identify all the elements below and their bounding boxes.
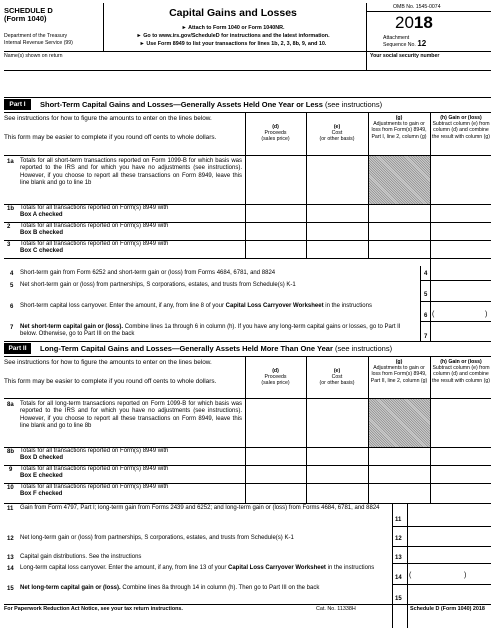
line-8a-number: 8a <box>7 402 14 408</box>
footer-cat-number: Cat. No. 11338H <box>316 606 356 612</box>
line-5-number: 5 <box>10 283 14 289</box>
line-9-col-g[interactable] <box>369 466 430 482</box>
name-label: Name(s) shown on return <box>4 53 63 59</box>
line-1b-col-g[interactable] <box>369 205 430 221</box>
line-8b-text: Totals for all transactions reported on Form(s) 8949 with Box D checked <box>20 448 169 462</box>
line-6-close-paren: ) <box>485 311 488 318</box>
line-8a-col-d[interactable] <box>246 399 306 447</box>
part1-intro-2: This form may be easier to complete if you round off cents to whole dollars. <box>4 134 217 141</box>
line-8a-col-g-shaded <box>369 399 430 447</box>
form-title: Capital Gains and Losses <box>169 7 297 19</box>
line-5-box-label: 5 <box>424 292 428 298</box>
line-13-box-label: 13 <box>395 555 402 561</box>
line-7-col-h[interactable] <box>431 322 491 340</box>
name-field[interactable] <box>6 59 364 69</box>
line-8a-text: Totals for all long-term transactions reported on Form 1099-B for which basis was reported to the IRS and for which you have no adjustments (see instructions). However, if you choose to report all these transactions on Form 8949, leave this line blank and go to line 8b <box>20 401 242 430</box>
line-1b-number: 1b <box>7 206 15 212</box>
instruction-1: ► Attach to Form 1040 or Form 1040NR. <box>181 25 285 31</box>
line-15-col-h[interactable] <box>408 585 491 603</box>
line-6-number: 6 <box>10 304 14 310</box>
line-2-text: Totals for all transactions reported on Form(s) 8949 with Box B checked <box>20 223 169 237</box>
line-8b-col-g[interactable] <box>369 448 430 464</box>
sequence-label: Sequence No. 12 <box>383 39 427 48</box>
line-14-col-h[interactable] <box>414 564 462 583</box>
line-14-open-paren: ( <box>409 572 412 579</box>
line-11-number: 11 <box>7 506 14 512</box>
line-8a-col-h[interactable] <box>431 399 491 447</box>
line-1a-number: 1a <box>7 159 14 165</box>
line-5-text: Net short-term gain or (loss) from partnerships, S corporations, estates, and trusts from Schedule(s) K-1 <box>20 282 296 288</box>
line-1a-col-h[interactable] <box>431 156 491 204</box>
col-e-header-p1: (e) Cost (or other basis) <box>319 124 355 143</box>
line-15-number: 15 <box>7 586 14 592</box>
line-3-number: 3 <box>7 242 11 248</box>
line-13-col-h[interactable] <box>408 547 491 562</box>
line-3-col-d[interactable] <box>246 241 306 257</box>
line-15-box-label: 15 <box>395 596 402 602</box>
line-6-open-paren: ( <box>432 311 435 318</box>
line-6-box-label: 6 <box>424 313 428 319</box>
line-14-close-paren: ) <box>464 572 467 579</box>
line-10-col-h[interactable] <box>431 484 491 502</box>
line-12-box-label: 12 <box>395 536 402 542</box>
col-d-header-p2: (d) Proceeds (sales price) <box>261 368 290 387</box>
line-12-number: 12 <box>7 536 14 542</box>
line-12-text: Net long-term gain or (loss) from partnerships, S corporations, estates, and trusts from Schedule(s) K-1 <box>20 535 294 541</box>
line-8b-col-h[interactable] <box>431 448 491 464</box>
part2-tag: Part II <box>4 343 31 354</box>
line-11-box-label: 11 <box>395 517 402 523</box>
line-1b-col-e[interactable] <box>307 205 368 221</box>
line-8b-col-d[interactable] <box>246 448 306 464</box>
footer-schedule-label: Schedule D (Form 1040) 2018 <box>410 606 485 612</box>
line-10-number: 10 <box>7 485 14 491</box>
line-13-text: Capital gain distributions. See the instructions <box>20 554 142 560</box>
line-6-text: Short-term capital loss carryover. Enter the amount, if any, from line 8 of your Capital Loss Carryover Worksheet in the instructions <box>20 303 372 309</box>
instruction-2: ► Go to www.irs.gov/ScheduleD for instructions and the latest information. <box>136 33 330 39</box>
col-h-header-p2: (h) Gain or (loss) Subtract column (e) from column (d) and combine the result with column (g) <box>432 359 490 384</box>
line-10-col-e[interactable] <box>307 484 368 502</box>
line-7-number: 7 <box>10 325 14 331</box>
line-9-col-h[interactable] <box>431 466 491 482</box>
part1-intro-1: See instructions for how to figure the amounts to enter on the lines below. <box>4 115 212 122</box>
col-g-header-p1: (g) Adjustments to gain or loss from Form(s) 8949, Part I, line 2, column (g) <box>371 115 427 140</box>
line-9-text: Totals for all transactions reported on Form(s) 8949 with Box E checked <box>20 466 169 480</box>
line-1b-text: Totals for all transactions reported on Form(s) 8949 with Box A checked <box>20 205 169 219</box>
line-4-col-h[interactable] <box>431 268 491 279</box>
footer-paperwork-notice: For Paperwork Reduction Act Notice, see your tax return instructions. <box>4 606 183 612</box>
line-4-number: 4 <box>10 271 14 277</box>
line-11-text: Gain from Form 4797, Part I; long-term gain from Forms 2439 and 6252; and long-term gain or (loss) from Forms 4684, 6781, and 8824 <box>20 505 380 511</box>
line-14-box-label: 14 <box>395 575 402 581</box>
ssn-field[interactable] <box>370 60 488 69</box>
col-h-header-p1: (h) Gain or (loss) Subtract column (e) from column (d) and combine the result with column (g) <box>432 115 490 140</box>
line-13-number: 13 <box>7 555 14 561</box>
line-7-text: Net short-term capital gain or (loss). Combine lines 1a through 6 in column (h). If you have any long-term capital gains or losses, go to Part II below. Otherwise, go to Part III on the back <box>20 324 401 338</box>
part2-intro-1: See instructions for how to figure the amounts to enter on the lines below. <box>4 359 212 366</box>
line-12-col-h[interactable] <box>408 527 491 545</box>
line-4-text: Short-term gain from Form 6252 and short-term gain or (loss) from Forms 4684, 6781, and 8824 <box>20 270 276 276</box>
line-10-text: Totals for all transactions reported on Form(s) 8949 with Box F checked <box>20 484 169 498</box>
line-1a-col-d[interactable] <box>246 156 306 204</box>
line-2-col-d[interactable] <box>246 223 306 239</box>
line-9-number: 9 <box>9 467 13 473</box>
instruction-3: ► Use Form 8949 to list your transactions for lines 1b, 2, 3, 8b, 9, and 10. <box>139 41 327 47</box>
line-8b-number: 8b <box>7 449 15 455</box>
line-7-box-label: 7 <box>424 334 428 340</box>
line-6-col-h[interactable] <box>437 302 484 320</box>
line-1b-col-d[interactable] <box>246 205 306 221</box>
col-d-header-p1: (d) Proceeds (sales price) <box>261 124 290 143</box>
line-3-col-g[interactable] <box>369 241 430 257</box>
line-2-col-g[interactable] <box>369 223 430 239</box>
line-2-number: 2 <box>7 224 11 230</box>
line-9-col-e[interactable] <box>307 466 368 482</box>
col-g-header-p2: (g) Adjustments to gain or loss from Form(s) 8949, Part II, line 2, column (g) <box>370 359 428 384</box>
line-1a-text: Totals for all short-term transactions reported on Form 1099-B for which basis was reported to the IRS and for which you have no adjustments (see instructions). However, if you choose to report all these transactions on Form 8949, leave this line blank and go to line 1b <box>20 158 242 187</box>
line-2-col-e[interactable] <box>307 223 368 239</box>
line-15-text: Net long-term capital gain or (loss). Combine lines 8a through 14 in column (h). Then go to Part III on the back <box>20 585 320 591</box>
line-8b-col-e[interactable] <box>307 448 368 464</box>
line-9-col-d[interactable] <box>246 466 306 482</box>
line-5-col-h[interactable] <box>431 281 491 300</box>
line-4-box-label: 4 <box>424 271 428 277</box>
line-10-col-g[interactable] <box>369 484 430 502</box>
line-3-col-h[interactable] <box>431 241 491 257</box>
ssn-label: Your social security number <box>370 53 440 59</box>
line-14-text: Long-term capital loss carryover. Enter the amount, if any, from line 13 of your Capital Loss Carryover Worksheet in the instructions <box>20 565 375 571</box>
line-3-col-e[interactable] <box>307 241 368 257</box>
line-1a-col-e[interactable] <box>307 156 368 204</box>
schedule-label: SCHEDULE D <box>4 6 53 15</box>
attachment-label: Attachment <box>383 35 410 41</box>
line-8a-col-e[interactable] <box>307 399 368 447</box>
part1-title: Short-Term Capital Gains and Losses—Generally Assets Held One Year or Less (see instructions) <box>40 100 383 109</box>
part2-intro-2: This form may be easier to complete if you round off cents to whole dollars. <box>4 378 217 385</box>
part2-title: Long-Term Capital Gains and Losses—Generally Assets Held More Than One Year (see instructions) <box>40 344 393 353</box>
line-1a-col-g-shaded <box>369 156 430 204</box>
omb-number: OMB No. 1545-0074 <box>393 4 441 10</box>
line-1b-col-h[interactable] <box>431 205 491 221</box>
irs-label: Internal Revenue Service (99) <box>4 40 73 46</box>
line-11-col-h[interactable] <box>408 504 491 525</box>
line-3-text: Totals for all transactions reported on Form(s) 8949 with Box C checked <box>20 241 169 255</box>
department-label: Department of the Treasury <box>4 33 68 39</box>
line-2-col-h[interactable] <box>431 223 491 239</box>
line-10-col-d[interactable] <box>246 484 306 502</box>
tax-year: 2018 <box>395 13 433 32</box>
col-e-header-p2: (e) Cost (or other basis) <box>319 368 355 387</box>
part1-tag: Part I <box>4 99 31 110</box>
form-label: (Form 1040) <box>4 14 47 23</box>
line-14-number: 14 <box>7 566 14 572</box>
